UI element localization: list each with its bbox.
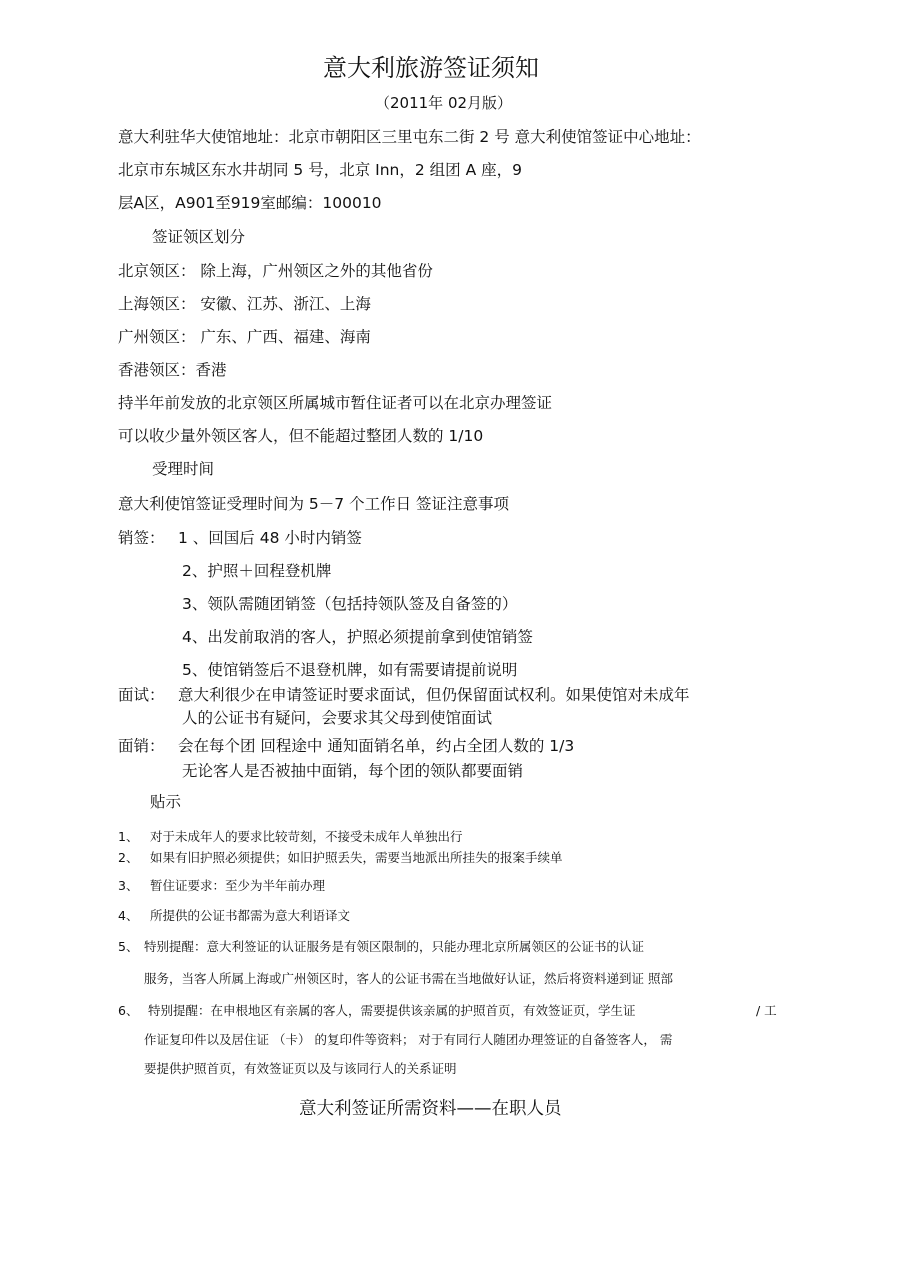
tip-text: 暂住证要求：至少为半年前办理 <box>150 878 326 893</box>
interview-line-2: 人的公证书有疑问，会要求其父母到使馆面试 <box>182 709 493 727</box>
tip-6-line-3: 要提供护照首页，有效签证页以及与该同行人的关系证明 <box>144 1061 457 1076</box>
jurisdiction-shanghai: 上海领区： 安徽、江苏、浙江、上海 <box>118 295 371 313</box>
cancel-label: 销签： <box>118 529 165 547</box>
address-line-2: 北京市东城区东水井胡同 5 号，北京 Inn，2 组团 A 座，9 <box>118 161 522 179</box>
tip-number: 4、 <box>118 908 139 923</box>
interview-line-1: 意大利很少在申请签证时要求面试，但仍保留面试权利。如果使馆对未成年 <box>178 686 690 704</box>
cancel-item-1: 1 、回国后 48 小时内销签 <box>178 529 362 547</box>
address-line-1: 意大利驻华大使馆地址：北京市朝阳区三里屯东二街 2 号 意大利使馆签证中心地址： <box>118 128 701 146</box>
tip-6-line-1-tail: / 工 <box>756 1003 777 1018</box>
tip-number: 3、 <box>118 878 139 893</box>
tips-heading: 贴示 <box>150 793 182 811</box>
cancel-item-3: 3、领队需随团销签（包括持领队签及自备签的） <box>182 595 518 613</box>
edition-subtitle: （2011年 02月版） <box>375 94 513 112</box>
face-cancel-line-1: 会在每个团 回程途中 通知面销名单，约占全团人数的 1/3 <box>178 737 575 755</box>
face-cancel-line-2: 无论客人是否被抽中面销，每个团的领队都要面销 <box>182 762 524 780</box>
tip-text: 如果有旧护照必须提供；如旧护照丢失，需要当地派出所挂失的报案手续单 <box>150 850 563 865</box>
face-cancel-label: 面销： <box>118 737 165 755</box>
tip-text: 对于未成年人的要求比较苛刻，不接受未成年人单独出行 <box>150 829 463 844</box>
tip-6-line-1: 特别提醒：在申根地区有亲属的客人，需要提供该亲属的护照首页，有效签证页，学生证 <box>148 1003 636 1018</box>
tip-6-line-2: 作证复印件以及居住证 （卡） 的复印件等资料； 对于有同行人随团办理签证的自备签客人， 需 <box>144 1032 673 1047</box>
tip-number: 5、 <box>118 939 139 954</box>
cancel-item-4: 4、出发前取消的客人，护照必须提前拿到使馆销签 <box>182 628 533 646</box>
address-line-3: 层A区，A901至919室邮编：100010 <box>118 194 382 212</box>
tip-text: 所提供的公证书都需为意大利语译文 <box>150 908 351 923</box>
jurisdiction-guangzhou: 广州领区： 广东、广西、福建、海南 <box>118 328 371 346</box>
tip-number: 1、 <box>118 829 139 844</box>
interview-label: 面试： <box>118 686 165 704</box>
processing-heading: 受理时间 <box>152 460 215 478</box>
jurisdiction-note-2: 可以收少量外领区客人，但不能超过整团人数的 1/10 <box>118 427 484 445</box>
tip-number: 2、 <box>118 850 139 865</box>
section-title: 意大利签证所需资料——在职人员 <box>299 1099 562 1119</box>
processing-text: 意大利使馆签证受理时间为 5－7 个工作日 签证注意事项 <box>118 495 510 513</box>
tip-5-line-1: 特别提醒：意大利签证的认证服务是有领区限制的，只能办理北京所属领区的公证书的认证 <box>144 939 645 954</box>
jurisdiction-heading: 签证领区划分 <box>152 228 246 246</box>
cancel-item-2: 2、护照＋回程登机牌 <box>182 562 332 580</box>
jurisdiction-beijing: 北京领区： 除上海，广州领区之外的其他省份 <box>118 262 433 280</box>
tip-number: 6、 <box>118 1003 139 1018</box>
jurisdiction-hongkong: 香港领区：香港 <box>118 361 227 379</box>
cancel-item-5: 5、使馆销签后不退登机牌，如有需要请提前说明 <box>182 661 518 679</box>
page-title: 意大利旅游签证须知 <box>323 54 539 82</box>
jurisdiction-note-1: 持半年前发放的北京领区所属城市暂住证者可以在北京办理签证 <box>118 394 553 412</box>
tip-5-line-2: 服务，当客人所属上海或广州领区时，客人的公证书需在当地做好认证，然后将资料递到证 照部 <box>144 971 673 986</box>
